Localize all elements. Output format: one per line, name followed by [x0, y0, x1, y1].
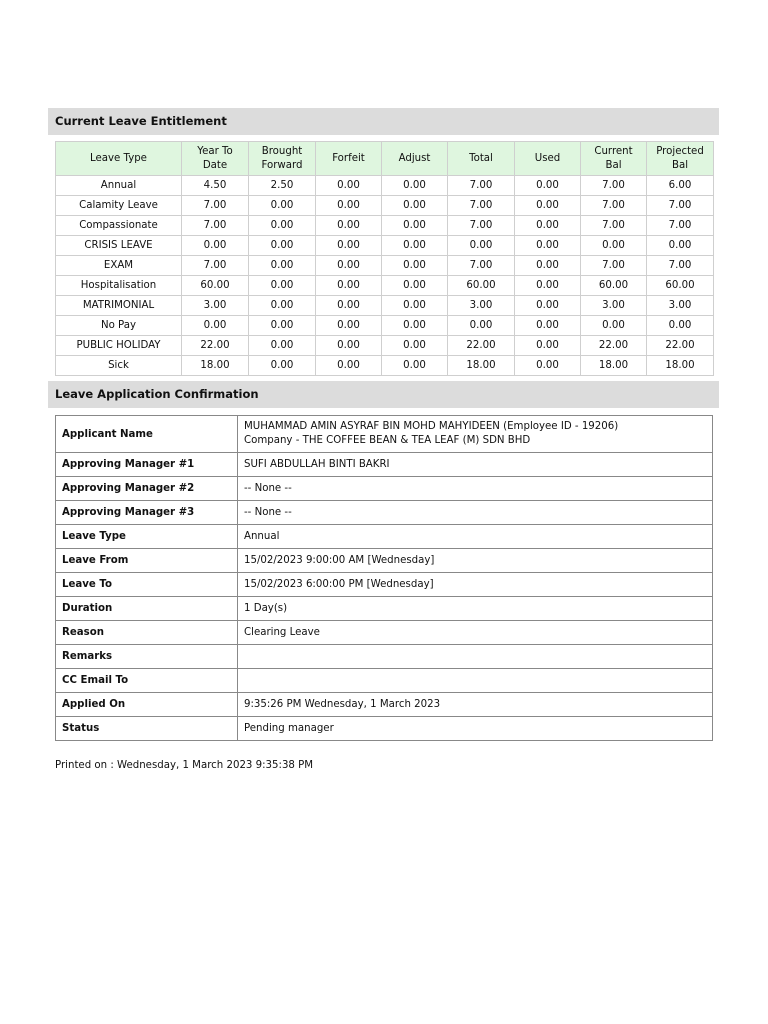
entitlement-value-cell: 0.00 [249, 356, 316, 376]
entitlement-value-cell: 3.00 [581, 296, 647, 316]
leave-type-cell: Sick [56, 356, 182, 376]
entitlement-value-cell: 0.00 [249, 196, 316, 216]
leave-type-cell: Calamity Leave [56, 196, 182, 216]
entitlement-value-cell: 0.00 [316, 176, 382, 196]
entitlement-value-cell: 18.00 [182, 356, 249, 376]
confirmation-row [56, 573, 713, 597]
entitlement-value-cell: 60.00 [448, 276, 515, 296]
confirmation-label: Approving Manager #3 [56, 501, 238, 525]
leave-entitlement-heading: Current Leave Entitlement [48, 108, 719, 135]
entitlement-value-cell: 7.00 [581, 216, 647, 236]
entitlement-value-cell: 0.00 [182, 316, 249, 336]
leave-type-cell: Hospitalisation [56, 276, 182, 296]
entitlement-value-cell: 0.00 [581, 236, 647, 256]
confirmation-label: CC Email To [56, 669, 238, 693]
leave-confirmation-heading: Leave Application Confirmation [48, 381, 719, 408]
entitlement-col-header [182, 142, 249, 176]
entitlement-value-cell: 4.50 [182, 176, 249, 196]
entitlement-value-cell: 7.00 [182, 256, 249, 276]
entitlement-value-cell: 0.00 [515, 236, 581, 256]
entitlement-value-cell: 0.00 [316, 236, 382, 256]
leave-type-cell: CRISIS LEAVE [56, 236, 182, 256]
confirmation-row [56, 645, 713, 669]
leave-type-cell: EXAM [56, 256, 182, 276]
entitlement-value-cell: 0.00 [249, 336, 316, 356]
entitlement-row [56, 316, 714, 336]
col-header-text: Forfeit [332, 152, 365, 164]
entitlement-value-cell: 0.00 [382, 236, 448, 256]
entitlement-value-cell: 0.00 [515, 336, 581, 356]
col-header-text: Forward [261, 159, 303, 171]
entitlement-value-cell: 0.00 [249, 296, 316, 316]
confirmation-value: 1 Day(s) [238, 597, 713, 621]
entitlement-value-cell: 0.00 [182, 236, 249, 256]
entitlement-row [56, 356, 714, 376]
confirmation-value [238, 669, 713, 693]
confirmation-label: Approving Manager #2 [56, 477, 238, 501]
confirmation-value: 15/02/2023 9:00:00 AM [Wednesday] [238, 549, 713, 573]
entitlement-row [56, 256, 714, 276]
entitlement-row [56, 236, 714, 256]
entitlement-value-cell: 0.00 [316, 276, 382, 296]
col-header-text: Leave Type [90, 152, 147, 164]
confirmation-row [56, 669, 713, 693]
entitlement-value-cell: 0.00 [515, 256, 581, 276]
applicant-value [238, 416, 713, 453]
entitlement-value-cell: 60.00 [581, 276, 647, 296]
entitlement-value-cell: 0.00 [249, 256, 316, 276]
entitlement-value-cell: 0.00 [249, 276, 316, 296]
entitlement-value-cell: 60.00 [182, 276, 249, 296]
entitlement-value-cell: 0.00 [382, 176, 448, 196]
printed-on-text: Printed on : Wednesday, 1 March 2023 9:35:38 PM [55, 760, 314, 771]
col-header-text: Total [469, 152, 493, 164]
entitlement-value-cell: 0.00 [382, 216, 448, 236]
entitlement-value-cell: 0.00 [515, 216, 581, 236]
entitlement-value-cell: 0.00 [382, 356, 448, 376]
entitlement-value-cell: 0.00 [316, 196, 382, 216]
leave-entitlement-table [55, 141, 714, 376]
entitlement-value-cell: 7.00 [647, 196, 714, 216]
col-header-text: Used [534, 152, 561, 164]
entitlement-value-cell: 3.00 [182, 296, 249, 316]
entitlement-value-cell: 0.00 [515, 296, 581, 316]
entitlement-value-cell: 7.00 [581, 256, 647, 276]
col-header-text: Brought [261, 145, 303, 157]
confirmation-label: Leave Type [56, 525, 238, 549]
entitlement-value-cell: 0.00 [382, 296, 448, 316]
col-header-text: Year To [197, 145, 233, 157]
col-header-text: Bal [605, 159, 622, 171]
entitlement-value-cell: 0.00 [249, 316, 316, 336]
applicant-company: Company - THE COFFEE BEAN & TEA LEAF (M) SDN BHD [244, 435, 531, 446]
entitlement-value-cell: 0.00 [448, 236, 515, 256]
confirmation-row [56, 549, 713, 573]
entitlement-value-cell: 0.00 [581, 316, 647, 336]
entitlement-row [56, 336, 714, 356]
entitlement-value-cell: 0.00 [515, 176, 581, 196]
entitlement-value-cell: 0.00 [316, 216, 382, 236]
entitlement-value-cell: 0.00 [316, 356, 382, 376]
entitlement-row [56, 216, 714, 236]
entitlement-row [56, 296, 714, 316]
confirmation-row [56, 621, 713, 645]
confirmation-row [56, 501, 713, 525]
entitlement-body [56, 176, 714, 376]
confirmation-value: Pending manager [238, 717, 713, 741]
confirmation-value: 9:35:26 PM Wednesday, 1 March 2023 [238, 693, 713, 717]
col-header-text: Date [202, 159, 228, 171]
confirmation-label: Duration [56, 597, 238, 621]
entitlement-value-cell: 18.00 [647, 356, 714, 376]
entitlement-value-cell: 7.00 [647, 256, 714, 276]
applicant-name: MUHAMMAD AMIN ASYRAF BIN MOHD MAHYIDEEN (Employee ID - 19206) [244, 421, 619, 432]
entitlement-value-cell: 3.00 [647, 296, 714, 316]
entitlement-value-cell: 0.00 [515, 196, 581, 216]
entitlement-value-cell: 7.00 [448, 216, 515, 236]
entitlement-value-cell: 7.00 [448, 256, 515, 276]
applicant-label: Applicant Name [56, 416, 238, 453]
entitlement-value-cell: 3.00 [448, 296, 515, 316]
entitlement-value-cell: 0.00 [382, 336, 448, 356]
entitlement-value-cell: 18.00 [448, 356, 515, 376]
entitlement-value-cell: 0.00 [515, 356, 581, 376]
confirmation-row [56, 597, 713, 621]
confirmation-label: Leave To [56, 573, 238, 597]
entitlement-value-cell: 0.00 [249, 216, 316, 236]
confirmation-label: Status [56, 717, 238, 741]
entitlement-col-header [316, 142, 382, 176]
entitlement-col-header [515, 142, 581, 176]
entitlement-row [56, 176, 714, 196]
entitlement-col-header [581, 142, 647, 176]
entitlement-value-cell: 0.00 [382, 316, 448, 336]
col-header-text: Current [594, 145, 633, 157]
confirmation-row [56, 717, 713, 741]
confirmation-value: SUFI ABDULLAH BINTI BAKRI [238, 453, 713, 477]
col-header-text: Adjust [398, 152, 431, 164]
leave-type-cell: Compassionate [56, 216, 182, 236]
leave-type-cell: No Pay [56, 316, 182, 336]
entitlement-value-cell: 0.00 [448, 316, 515, 336]
entitlement-value-cell: 18.00 [581, 356, 647, 376]
entitlement-value-cell: 0.00 [515, 316, 581, 336]
confirmation-label: Approving Manager #1 [56, 453, 238, 477]
confirmation-value: -- None -- [238, 501, 713, 525]
confirmation-row [56, 525, 713, 549]
entitlement-row [56, 196, 714, 216]
leave-confirmation-table [55, 415, 713, 741]
entitlement-value-cell: 0.00 [515, 276, 581, 296]
entitlement-value-cell: 22.00 [647, 336, 714, 356]
entitlement-value-cell: 7.00 [182, 196, 249, 216]
confirmation-value: -- None -- [238, 477, 713, 501]
entitlement-value-cell: 22.00 [448, 336, 515, 356]
entitlement-value-cell: 0.00 [249, 236, 316, 256]
entitlement-value-cell: 7.00 [647, 216, 714, 236]
confirmation-label: Applied On [56, 693, 238, 717]
confirmation-label: Remarks [56, 645, 238, 669]
entitlement-value-cell: 0.00 [382, 276, 448, 296]
entitlement-col-header [56, 142, 182, 176]
entitlement-value-cell: 0.00 [647, 316, 714, 336]
col-header-text: Bal [671, 159, 689, 171]
entitlement-value-cell: 22.00 [581, 336, 647, 356]
entitlement-value-cell: 7.00 [448, 176, 515, 196]
leave-type-cell: Annual [56, 176, 182, 196]
confirmation-row [56, 477, 713, 501]
entitlement-value-cell: 60.00 [647, 276, 714, 296]
entitlement-value-cell: 7.00 [581, 196, 647, 216]
entitlement-value-cell: 6.00 [647, 176, 714, 196]
entitlement-col-header [382, 142, 448, 176]
entitlement-value-cell: 7.00 [581, 176, 647, 196]
confirmation-label: Reason [56, 621, 238, 645]
entitlement-value-cell: 0.00 [316, 256, 382, 276]
entitlement-value-cell: 0.00 [316, 296, 382, 316]
entitlement-value-cell: 22.00 [182, 336, 249, 356]
confirmation-value: Annual [238, 525, 713, 549]
leave-type-cell: PUBLIC HOLIDAY [56, 336, 182, 356]
col-header-text: Projected [656, 145, 704, 157]
entitlement-value-cell: 0.00 [316, 316, 382, 336]
confirmation-value [238, 645, 713, 669]
entitlement-value-cell: 0.00 [316, 336, 382, 356]
entitlement-value-cell: 0.00 [647, 236, 714, 256]
confirmation-row [56, 453, 713, 477]
confirmation-label: Leave From [56, 549, 238, 573]
leave-type-cell: MATRIMONIAL [56, 296, 182, 316]
entitlement-header-row [56, 142, 714, 176]
entitlement-col-header [647, 142, 714, 176]
entitlement-value-cell: 0.00 [382, 196, 448, 216]
applicant-row [56, 416, 713, 453]
confirmation-value: Clearing Leave [238, 621, 713, 645]
confirmation-value: 15/02/2023 6:00:00 PM [Wednesday] [238, 573, 713, 597]
entitlement-col-header [249, 142, 316, 176]
entitlement-value-cell: 7.00 [448, 196, 515, 216]
entitlement-value-cell: 0.00 [382, 256, 448, 276]
entitlement-value-cell: 7.00 [182, 216, 249, 236]
entitlement-col-header [448, 142, 515, 176]
entitlement-row [56, 276, 714, 296]
entitlement-value-cell: 2.50 [249, 176, 316, 196]
confirmation-row [56, 693, 713, 717]
